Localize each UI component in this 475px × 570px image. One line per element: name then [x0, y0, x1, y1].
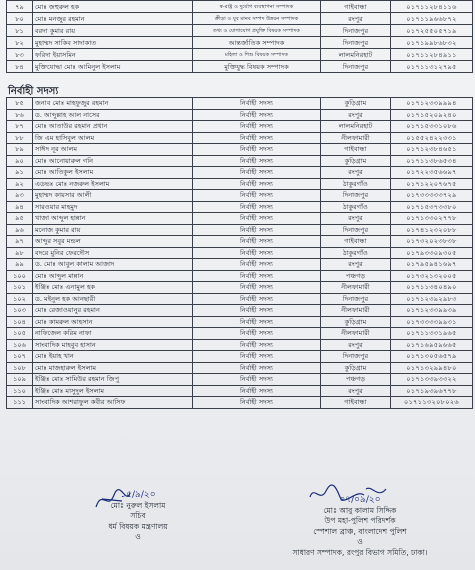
designation-cell: নির্বাহী সদস্য [193, 397, 321, 409]
phone-cell: ০১৭৩২০২৩৮৩৮ [391, 236, 473, 248]
phone-cell: ০১৭১৩০৫৬৫৭৯ [391, 351, 473, 363]
name-cell: খাজা আব্দুল হান্নান [33, 213, 193, 225]
serial-cell: ৮৮ [7, 132, 33, 144]
phone-cell: ০১৭১৯৩৯৬৭৭৮ [391, 385, 473, 397]
district-cell: গাইবান্ধা [321, 1, 391, 13]
serial-cell: ১১০ [7, 385, 33, 397]
district-cell: পঞ্চগড় [321, 270, 391, 282]
designation-cell: নির্বাহী সদস্য [193, 155, 321, 167]
serial-cell: ৮৭ [7, 121, 33, 133]
designation-cell: নির্বাহী সদস্য [193, 293, 321, 305]
table-row [7, 121, 473, 133]
district-cell: কুড়িগ্রাম [321, 155, 391, 167]
district-cell: নীলফামারী [321, 328, 391, 340]
district-cell: পঞ্চগড় [321, 374, 391, 386]
designation-cell: নির্বাহী সদস্য [193, 109, 321, 121]
phone-cell: ০১৭১৩৩৯৩৩২২ [391, 374, 473, 386]
name-cell: মোঃ রেজাওয়ানুর রহমান [33, 305, 193, 317]
district-cell: রংপুর [321, 167, 391, 179]
signature-right-and: ও [357, 537, 363, 546]
serial-cell: ১০১ [7, 282, 33, 294]
district-cell: ঠাকুরগাঁও [321, 178, 391, 190]
officer-table-top [6, 0, 473, 73]
district-cell: রংপুর [321, 109, 391, 121]
name-cell: মুহাম্মদ কায়সার আলী [33, 190, 193, 202]
serial-cell: ৯৫ [7, 213, 33, 225]
name-cell: মোঃ আব্দুল মান্নান [33, 270, 193, 282]
phone-cell: ০১৭১২৩৮৪৬৫১ [391, 144, 473, 156]
name-cell: ড. আব্দুল্লাহ আল নাসের [33, 109, 193, 121]
designation-cell: নির্বাহী সদস্য [193, 236, 321, 248]
designation-cell: নির্বাহী সদস্য [193, 167, 321, 179]
name-cell: মোঃ আতাউর রহমান প্রধান [33, 121, 193, 133]
name-cell: ইঞ্জিঃ মোঃ সামিউর রহমান জিপু [33, 374, 193, 386]
district-cell: নীলফামারী [321, 132, 391, 144]
phone-cell: ০১৭১৩২৯৯৪৮০ [391, 362, 473, 374]
signature-left-title: সচিব [130, 511, 146, 520]
designation-cell: নির্বাহী সদস্য [193, 316, 321, 328]
signature-block-left [88, 490, 188, 543]
district-cell: দিনাজপুর [321, 190, 391, 202]
name-cell: ইঞ্জিঃ মোঃ মাসুদুল ইসলাম [33, 385, 193, 397]
table-row [7, 190, 473, 202]
signature-right-office: স্পেশাল ব্রাঞ্চ, বাংলাদেশ পুলিশ [313, 526, 407, 536]
executive-members-table [6, 97, 473, 409]
phone-cell: ০১৭১১২৮৪১১৬ [391, 1, 473, 13]
phone-cell: ০১৭১৫৩৭৩৩৮০ [391, 201, 473, 213]
name-cell: মুক্তিযোদ্ধা মোঃ আমিনুল ইসলাম [33, 61, 193, 73]
table-row [7, 316, 473, 328]
name-cell: মোঃ মাজহারুল ইসলাম [33, 362, 193, 374]
designation-cell: নির্বাহী সদস্য [193, 339, 321, 351]
name-cell: মুহাম্মদ সাকিব সাদাকাত [33, 37, 193, 49]
name-cell: মোঃ মনজুর রহমান [33, 13, 193, 25]
name-cell: ড. মোঃ আবুল কালাম আজাদ [33, 259, 193, 271]
district-cell: দিনাজপুর [321, 351, 391, 363]
phone-cell: ০১৭১৫২০৯২৪০ [391, 109, 473, 121]
serial-cell: ৮৩ [7, 49, 33, 61]
designation-cell: ক্রীড়া ও যুব মানব সম্পদ উন্নয়ন সম্পাদক [193, 13, 321, 25]
designation-cell: নির্বাহী সদস্য [193, 270, 321, 282]
section-title: নির্বাহী সদস্য [8, 86, 59, 97]
designation-cell: নির্বাহী সদস্য [193, 201, 321, 213]
district-cell: রংপুর [321, 339, 391, 351]
serial-cell: ১০৭ [7, 351, 33, 363]
district-cell: কুড়িগ্রাম [321, 316, 391, 328]
phone-cell: ০১৭১১৩৩১৯৬৫ [391, 328, 473, 340]
district-cell: দিনাজপুর [321, 37, 391, 49]
table-row [7, 132, 473, 144]
table-row [7, 201, 473, 213]
phone-cell: ০১৭১৫৩৩১০৮৬ [391, 121, 473, 133]
name-cell: জনাব মোঃ মাহফুজুর রহমান [33, 98, 193, 110]
name-cell: সাংবাদিক আশরাফুল কবীর আসিফ [33, 397, 193, 409]
district-cell: দিনাজপুর [321, 61, 391, 73]
name-cell: সাংবাদিক মাহবুব হাসান [33, 339, 193, 351]
phone-cell: ০১৭৩৩৩৩৩৭২৯ [391, 190, 473, 202]
district-cell: দিনাজপুর [321, 293, 391, 305]
name-cell: আব্দুর সবুর মন্ডল [33, 236, 193, 248]
phone-cell: ০১৭২৫৫০৫৭১৯ [391, 25, 473, 37]
serial-cell: ৯৬ [7, 224, 33, 236]
phone-cell: ০১৭৯৩৩০৯৩০৫ [391, 247, 473, 259]
executive-members-body [7, 98, 473, 409]
designation-cell: নির্বাহী সদস্য [193, 305, 321, 317]
table-row [7, 259, 473, 271]
table-row [7, 339, 473, 351]
name-cell: মোঃ জহুরুল হক [33, 1, 193, 13]
name-cell: ড. মইনুল হক আনছারী [33, 293, 193, 305]
name-cell: মোঃ ইয়াহ খান [33, 351, 193, 363]
table-row [7, 305, 473, 317]
serial-cell: ১০৯ [7, 374, 33, 386]
name-cell: মোঃ কামরুল আহসান [33, 316, 193, 328]
district-cell: রংপুর [321, 13, 391, 25]
signature-left-office: ধর্ম বিষয়ক মন্ত্রণালয় [108, 521, 168, 531]
district-cell: রংপুর [321, 259, 391, 271]
table-row [7, 351, 473, 363]
table-row [7, 385, 473, 397]
phone-cell: ০১৭১৩৩০২৭৭৮ [391, 213, 473, 225]
designation-cell: স্ব-রাষ্ট্র ও দুর্যোগ ব্যবস্থাপনা সম্পাদক [193, 1, 321, 13]
designation-cell: নির্বাহী সদস্য [193, 224, 321, 236]
designation-cell: নির্বাহী সদস্য [193, 247, 321, 259]
serial-cell: ৯৯ [7, 259, 33, 271]
district-cell: রংপুর [321, 213, 391, 225]
serial-cell: ১০৫ [7, 328, 33, 340]
table-row [7, 37, 473, 49]
signature-left-date: ১৫/৯/২০ [120, 490, 156, 500]
table-row [7, 25, 473, 37]
designation-cell: মুক্তিযুদ্ধ বিষয়ক সম্পাদক [193, 61, 321, 73]
serial-cell: ৭৯ [7, 1, 33, 13]
serial-cell: ৯১ [7, 167, 33, 179]
phone-cell: ০১৭১২৩৩৯৯৩৯ [391, 305, 473, 317]
table-row [7, 144, 473, 156]
table-row [7, 270, 473, 282]
table-row [7, 293, 473, 305]
serial-cell: ৯৪ [7, 201, 33, 213]
serial-cell: ৮০ [7, 13, 33, 25]
table-row [7, 282, 473, 294]
designation-cell: নির্বাহী সদস্য [193, 213, 321, 225]
name-cell: নাফিজেল করিম নাফা [33, 328, 193, 340]
district-cell: গাইবান্ধা [321, 236, 391, 248]
serial-cell: ৮২ [7, 37, 33, 49]
serial-cell: ৯৭ [7, 236, 33, 248]
phone-cell: ০১৭১১৩৮৬৫৩৪ [391, 155, 473, 167]
phone-cell: ০১৫৫২৪২২৩৩১ [391, 132, 473, 144]
table-row [7, 362, 473, 374]
name-cell: বদরে মুনির ফেরদৌস [33, 247, 193, 259]
district-cell: গাইবান্ধা [321, 397, 391, 409]
designation-cell: নির্বাহী সদস্য [193, 178, 321, 190]
phone-cell: ০১৭১১২৮৪৯১১ [391, 49, 473, 61]
table-row [7, 167, 473, 179]
district-cell: লালমনিরহাট [321, 121, 391, 133]
designation-cell: নির্বাহী সদস্য [193, 144, 321, 156]
table-row [7, 109, 473, 121]
designation-cell: নির্বাহী সদস্য [193, 351, 321, 363]
phone-cell: ০১৭১১৯৬৬৮৭২ [391, 13, 473, 25]
designation-cell: আন্তর্জাতিক সম্পাদক [193, 37, 321, 49]
table-row [7, 224, 473, 236]
table-row [7, 397, 473, 409]
phone-cell: ০১৭১২২০৭৬৭৫ [391, 178, 473, 190]
phone-cell: ০১৭১১৩১২৭৯৫ [391, 61, 473, 73]
name-cell: মোঃ আতিকুল ইসলাম [33, 167, 193, 179]
table-row [7, 49, 473, 61]
name-cell: মনোজ কুমার রায় [33, 224, 193, 236]
signature-left-and: ও [135, 532, 141, 541]
table-row [7, 155, 473, 167]
designation-cell: নির্বাহী সদস্য [193, 282, 321, 294]
serial-cell: ৮৬ [7, 109, 33, 121]
name-cell: সাঈদ নূর আলম [33, 144, 193, 156]
table-row [7, 61, 473, 73]
serial-cell: ১০৮ [7, 362, 33, 374]
name-cell: বরদা কুমার রায় [33, 25, 193, 37]
serial-cell: ১০৬ [7, 339, 33, 351]
serial-cell: ১০৪ [7, 316, 33, 328]
table-row [7, 178, 473, 190]
phone-cell: ০১৭৩৩৩৩৯৯৩১ [391, 316, 473, 328]
phone-cell: ০১৭১১৩৪০৪৯০ [391, 282, 473, 294]
district-cell: কুড়িগ্রাম [321, 362, 391, 374]
serial-cell: ৮৪ [7, 61, 33, 73]
table-row [7, 213, 473, 225]
district-cell: ঠাকুরগাঁও [321, 201, 391, 213]
designation-cell: নির্বাহী সদস্য [193, 259, 321, 271]
designation-cell: মহিলা ও শিশু বিষয়ক সম্পাদক [193, 49, 321, 61]
table-row [7, 1, 473, 13]
signature-right-title: উপ মহা-পুলিশ পরিদর্শক [324, 516, 396, 525]
serial-cell: ১০৩ [7, 305, 33, 317]
phone-cell: ০১৭১১৩২০৮০২৬ [391, 397, 473, 409]
name-cell: ফরিদা ইয়াসমিন [33, 49, 193, 61]
phone-cell: ০১৭২২৩৫৬৬৯৭ [391, 167, 473, 179]
name-cell: মোঃ আনোয়ারুল গনি [33, 155, 193, 167]
district-cell: ঠাকুরগাঁও [321, 247, 391, 259]
designation-cell: নির্বাহী সদস্য [193, 190, 321, 202]
table-row [7, 13, 473, 25]
serial-cell: ৯৩ [7, 190, 33, 202]
signature-block-right [255, 495, 465, 558]
serial-cell: ৯০ [7, 155, 33, 167]
district-cell: কুড়িগ্রাম [321, 98, 391, 110]
serial-cell: ৮১ [7, 25, 33, 37]
signature-right-date: ০৭/০৯/২০ [339, 495, 381, 505]
phone-cell: ০১৭৩২১৩২০০৫ [391, 270, 473, 282]
table-row [7, 236, 473, 248]
signature-left-name: মোঃ নুরুল ইসলাম [110, 500, 166, 510]
district-cell: গাইবান্ধা [321, 144, 391, 156]
phone-cell: ০১৭১২৩৩৯৯৯৪ [391, 98, 473, 110]
district-cell: লালমনিরহাট [321, 49, 391, 61]
name-cell: এডভঃ মোঃ নজরুল ইসলাম [33, 178, 193, 190]
district-cell: নীলফামারী [321, 282, 391, 294]
officer-table-body [7, 1, 473, 73]
signature-right-extra: সাধারণ সম্পাদক, রংপুর বিভাগ সমিতি, ঢাকা। [292, 547, 428, 557]
district-cell: নীলফামারী [321, 305, 391, 317]
table-row [7, 328, 473, 340]
serial-cell: ৮৯ [7, 144, 33, 156]
table-row [7, 98, 473, 110]
table-row [7, 374, 473, 386]
serial-cell: ৯৮ [7, 247, 33, 259]
district-cell: রংপুর [321, 385, 391, 397]
designation-cell: নির্বাহী সদস্য [193, 385, 321, 397]
phone-cell: ০১৭৯৫৯৪১৬৯৭ [391, 259, 473, 271]
serial-cell: ১১১ [7, 397, 33, 409]
serial-cell: ১০০ [7, 270, 33, 282]
designation-cell: নির্বাহী সদস্য [193, 374, 321, 386]
phone-cell: ০১৭৪১২৩২০৮৮ [391, 224, 473, 236]
district-cell: দিনাজপুর [321, 224, 391, 236]
name-cell: সারওয়ার মাহমুদ [33, 201, 193, 213]
name-cell: ইঞ্জিঃ মোঃ এনামুল হক [33, 282, 193, 294]
name-cell: জি এম হাসিবুল আলম [33, 132, 193, 144]
phone-cell: ০১৭১৬৯৫৯৬৬৫ [391, 339, 473, 351]
designation-cell: নির্বাহী সদস্য [193, 98, 321, 110]
table-row [7, 247, 473, 259]
signature-right-name: মোঃ আবু কালাম সিদ্দিক [323, 505, 397, 515]
district-cell: দিনাজপুর [321, 25, 391, 37]
phone-cell: ০১৭১২৩৯২৯৮৩ [391, 293, 473, 305]
serial-cell: ৯২ [7, 178, 33, 190]
designation-cell: তথ্য ও যোগাযোগ প্রযুক্তি বিষয়ক সম্পাদক [193, 25, 321, 37]
serial-cell: ৮৫ [7, 98, 33, 110]
designation-cell: নির্বাহী সদস্য [193, 328, 321, 340]
designation-cell: নির্বাহী সদস্য [193, 132, 321, 144]
phone-cell: ০১৭১৯৯৮৬৮৩২ [391, 37, 473, 49]
serial-cell: ১০২ [7, 293, 33, 305]
designation-cell: নির্বাহী সদস্য [193, 362, 321, 374]
designation-cell: নির্বাহী সদস্য [193, 121, 321, 133]
